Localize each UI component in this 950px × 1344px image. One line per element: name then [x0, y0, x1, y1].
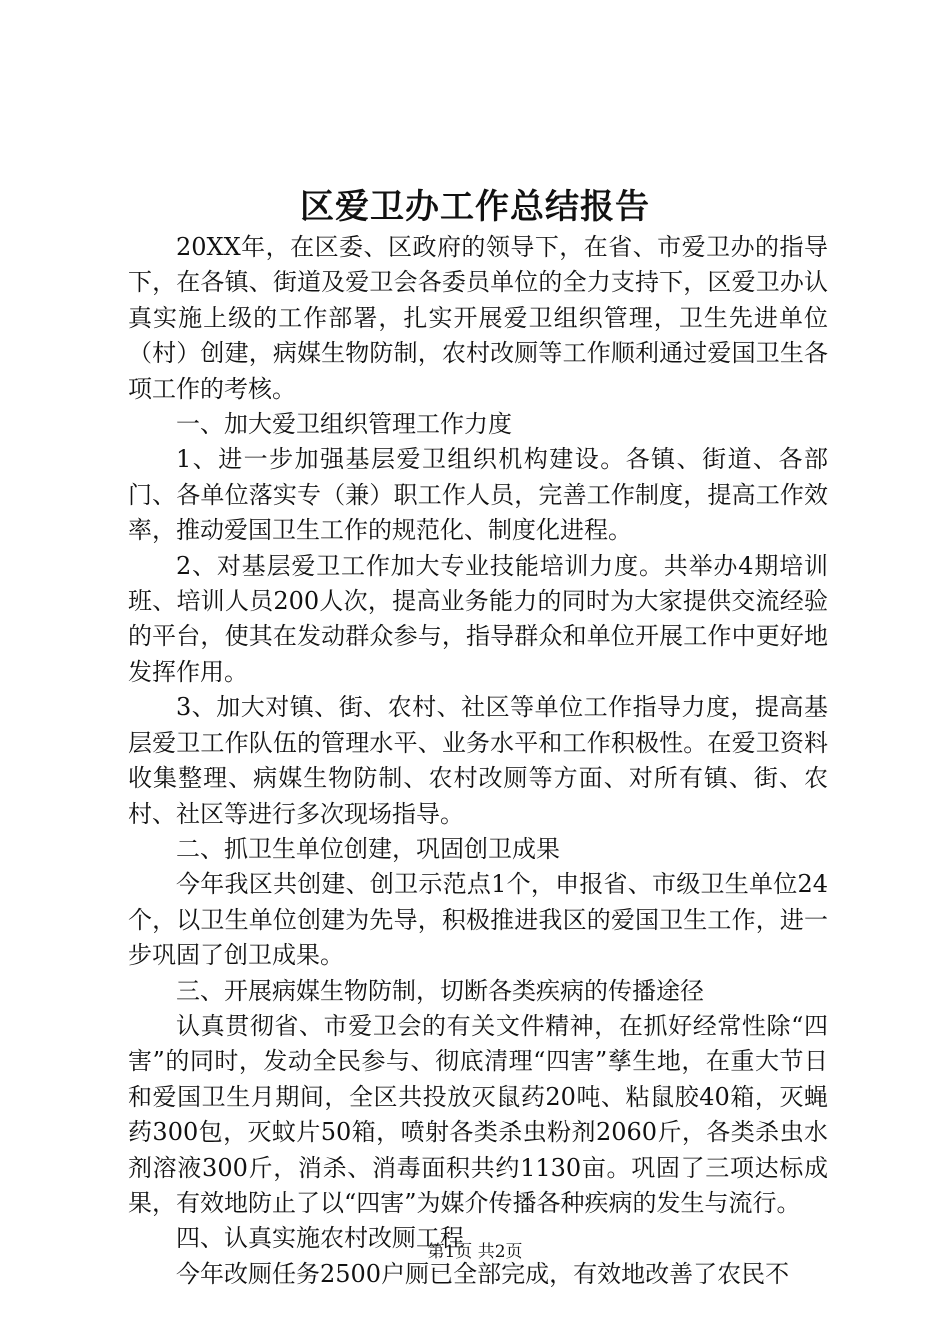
paragraph-1-2: 2、对基层爱卫工作加大专业技能培训力度。共举办4期培训班、培训人员200人次，提高业务能力的同时为大家提供交流经验的平台，使其在发动群众参与，指导群众和单位开展工作中更好地发挥作用。: [128, 551, 828, 686]
document-title: 区爱卫办工作总结报告: [300, 187, 650, 227]
page-footer: 第1页 共2页: [427, 1242, 523, 1262]
section-heading-1: 一、加大爱卫组织管理工作力度: [176, 410, 512, 439]
section-heading-4: 四、认真实施农村改厕工程: [176, 1224, 464, 1253]
section-heading-3: 三、开展病媒生物防制，切断各类疾病的传播途径: [176, 976, 704, 1005]
paragraph-4: 今年改厕任务2500户厕已全部完成，有效地改善了农民不: [176, 1259, 790, 1288]
document-body: [128, 230, 828, 1292]
section-heading-2: 二、抓卫生单位创建，巩固创卫成果: [176, 834, 560, 863]
paragraph-3: 认真贯彻省、市爱卫会的有关文件精神，在抓好经常性除“四害”的同时，发动全民参与、彻底清理“四害”孳生地，在重大节日和爱国卫生月期间，全区共投放灭鼠药20吨、粘鼠胶40箱，灭蝇药300包，灭蚊片50箱，喷射各类杀虫粉剂2060斤，各类杀虫水剂溶液300斤，消杀、消毒面积共约1130亩。巩固了三项达标成果，有效地防止了以“四害”为媒介传播各种疾病的发生与流行。: [128, 1011, 828, 1217]
intro-paragraph: 20XX年，在区委、区政府的领导下，在省、市爱卫办的指导下，在各镇、街道及爱卫会各委员单位的全力支持下，区爱卫办认真实施上级的工作部署，扎实开展爱卫组织管理，卫生先进单位（村）创建，病媒生物防制，农村改厕等工作顺利通过爱国卫生各项工作的考核。: [128, 233, 828, 403]
paragraph-1-3: 3、加大对镇、街、农村、社区等单位工作指导力度，提高基层爱卫工作队伍的管理水平、业务水平和工作积极性。在爱卫资料收集整理、病媒生物防制、农村改厕等方面、对所有镇、街、农村、社区等进行多次现场指导。: [128, 693, 828, 828]
paragraph-1-1: 1、进一步加强基层爱卫组织机构建设。各镇、街道、各部门、各单位落实专（兼）职工作人员，完善工作制度，提高工作效率，推动爱国卫生工作的规范化、制度化进程。: [128, 445, 828, 545]
paragraph-2: 今年我区共创建、创卫示范点1个，申报省、市级卫生单位24个，以卫生单位创建为先导，积极推进我区的爱国卫生工作，进一步巩固了创卫成果。: [128, 870, 828, 970]
